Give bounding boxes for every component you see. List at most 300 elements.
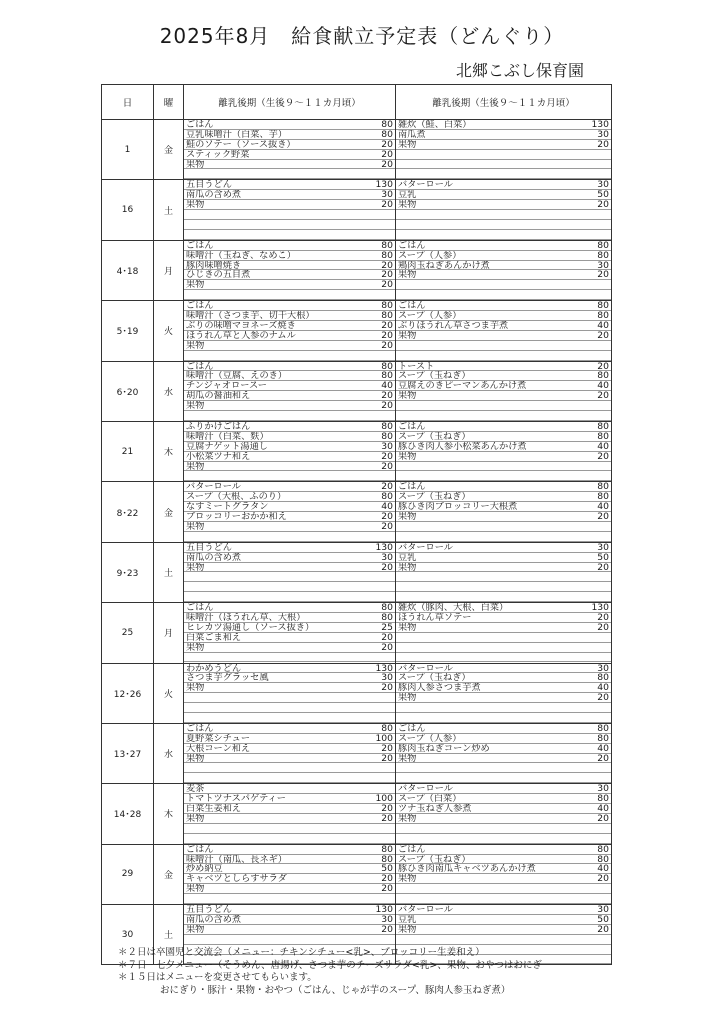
menu-item xyxy=(396,290,611,300)
menu-item xyxy=(184,664,395,674)
menu-item xyxy=(396,261,611,271)
menu-item-name: なすミートグラタン xyxy=(186,502,269,512)
menu-item xyxy=(396,130,611,140)
menu-item-name: ごはん xyxy=(186,301,214,311)
menu-item-name: スープ（玉ねぎ） xyxy=(398,492,471,502)
menu-item xyxy=(396,864,611,874)
menu-item-name: 果物 xyxy=(186,562,205,572)
menu-item-quantity: 20 xyxy=(381,260,393,271)
menu-item-quantity: 80 xyxy=(381,311,393,321)
menu-item xyxy=(396,845,611,855)
weekday-cell: 月 xyxy=(154,240,184,300)
menu-item xyxy=(184,804,395,814)
day-cell: 13･27 xyxy=(102,723,154,783)
table-row xyxy=(102,784,612,844)
snack-cell xyxy=(396,421,612,481)
menu-item-quantity: 130 xyxy=(375,905,393,915)
table-row xyxy=(102,723,612,783)
menu-item-quantity: 20 xyxy=(597,451,609,462)
menu-item-quantity: 20 xyxy=(381,401,393,412)
menu-item-quantity: 40 xyxy=(597,441,609,452)
menu-item xyxy=(396,664,611,674)
menu-item xyxy=(396,210,611,220)
menu-item xyxy=(184,391,395,401)
menu-item xyxy=(396,653,611,663)
menu-item-quantity: 20 xyxy=(597,813,609,824)
menu-item-quantity: 20 xyxy=(381,753,393,764)
menu-item-quantity: 80 xyxy=(597,844,609,855)
menu-item xyxy=(396,452,611,462)
menu-item-name: わかめうどん xyxy=(186,663,242,673)
lunch-cell xyxy=(184,240,396,300)
menu-item xyxy=(184,864,395,874)
menu-item xyxy=(184,381,395,391)
menu-item-quantity: 20 xyxy=(381,391,393,402)
menu-item-name: 果物 xyxy=(186,200,205,210)
menu-item-name: 胡瓜の醤油和え xyxy=(186,391,251,401)
menu-item-quantity: 20 xyxy=(381,804,393,814)
menu-item-quantity: 20 xyxy=(381,874,393,885)
menu-item xyxy=(184,744,395,754)
menu-item-quantity: 20 xyxy=(381,330,393,341)
menu-item-quantity: 20 xyxy=(381,813,393,824)
menu-item xyxy=(184,351,395,361)
menu-item-name: バターロール xyxy=(398,542,453,552)
menu-item xyxy=(396,713,611,723)
menu-item xyxy=(396,442,611,452)
snack-cell xyxy=(396,180,612,240)
menu-item-quantity: 80 xyxy=(597,371,609,382)
menu-item xyxy=(396,794,611,804)
menu-item xyxy=(396,482,611,492)
menu-item xyxy=(184,763,395,773)
menu-item xyxy=(184,703,395,713)
menu-item-name: 味噌汁（ほうれん草、大根） xyxy=(186,613,306,622)
menu-item-quantity: 80 xyxy=(381,250,393,261)
menu-item-name: 豚肉味噌焼き xyxy=(186,260,242,270)
menu-item xyxy=(184,925,395,935)
menu-item-quantity: 50 xyxy=(597,552,609,563)
weekday-cell: 金 xyxy=(154,844,184,904)
menu-item xyxy=(396,613,611,623)
menu-item-name: 豚ひき肉人参小松菜あんかけ煮 xyxy=(398,441,527,451)
menu-item xyxy=(184,362,395,372)
menu-item-name: 豆腐ナゲット湯通し xyxy=(186,441,268,451)
menu-item xyxy=(396,471,611,481)
day-cell: 4･18 xyxy=(102,240,154,300)
menu-item-name: スープ（白菜） xyxy=(398,794,462,804)
menu-item-quantity: 30 xyxy=(381,552,393,563)
table-row xyxy=(102,180,612,240)
menu-item-quantity: 80 xyxy=(381,361,393,372)
table-row xyxy=(102,301,612,361)
menu-item xyxy=(396,301,611,311)
menu-item xyxy=(396,120,611,130)
menu-item-quantity: 80 xyxy=(381,301,393,312)
menu-item xyxy=(184,432,395,442)
menu-item xyxy=(184,905,395,915)
menu-item xyxy=(396,935,611,945)
menu-item-quantity: 20 xyxy=(597,874,609,885)
menu-item-quantity: 30 xyxy=(381,914,393,925)
menu-item-name: バターロール xyxy=(186,482,241,492)
menu-item-name: ブロッコリーおかか和え xyxy=(186,512,287,521)
menu-item-name: さつま芋グラッセ風 xyxy=(186,673,269,683)
menu-item xyxy=(184,502,395,512)
table-row xyxy=(102,603,612,663)
menu-item xyxy=(184,341,395,351)
lunch-cell xyxy=(184,542,396,602)
menu-item xyxy=(396,543,611,553)
menu-item xyxy=(396,915,611,925)
menu-item xyxy=(396,391,611,401)
menu-item xyxy=(396,905,611,915)
menu-item xyxy=(184,462,395,472)
menu-item xyxy=(184,794,395,804)
menu-item xyxy=(184,935,395,945)
menu-item xyxy=(184,471,395,481)
menu-item xyxy=(396,270,611,280)
menu-item-name: 豚ひき肉南瓜キャベツあんかけ煮 xyxy=(398,864,536,874)
menu-item-quantity: 40 xyxy=(597,320,609,331)
menu-item xyxy=(184,331,395,341)
menu-item-quantity: 80 xyxy=(597,794,609,805)
menu-item-quantity: 20 xyxy=(597,330,609,341)
menu-item-quantity: 40 xyxy=(597,743,609,754)
menu-item xyxy=(396,532,611,542)
menu-item-quantity: 20 xyxy=(381,512,393,522)
menu-item-quantity: 20 xyxy=(381,280,393,291)
menu-item-name: バターロール xyxy=(398,905,453,914)
snack-cell xyxy=(396,663,612,723)
menu-item-name: ごはん xyxy=(398,844,426,854)
weekday-cell: 金 xyxy=(154,120,184,180)
menu-item-quantity: 40 xyxy=(597,381,609,392)
menu-item-name: 五目うどん xyxy=(186,542,232,552)
menu-item-name: 五目うどん xyxy=(186,905,232,914)
menu-item-name: 豆乳 xyxy=(398,914,417,924)
menu-item xyxy=(396,321,611,331)
menu-item xyxy=(396,855,611,865)
menu-item xyxy=(184,290,395,300)
menu-item-name: 果物 xyxy=(398,270,417,280)
menu-item-name: ぶりほうれん草さつま芋煮 xyxy=(398,320,509,330)
note-line: ＊１５日はメニューを変更させてもらいます。 xyxy=(118,972,317,983)
menu-item-quantity xyxy=(390,784,393,793)
menu-item xyxy=(396,804,611,814)
menu-item-quantity: 80 xyxy=(597,492,609,503)
menu-item-quantity: 40 xyxy=(381,381,393,392)
day-cell: 30 xyxy=(102,905,154,965)
weekday-cell: 金 xyxy=(154,482,184,542)
menu-item-quantity: 30 xyxy=(597,784,609,795)
menu-item xyxy=(396,200,611,210)
menu-item xyxy=(396,341,611,351)
menu-item-name: ごはん xyxy=(398,482,426,492)
menu-item-quantity: 25 xyxy=(381,622,393,633)
menu-item xyxy=(184,251,395,261)
menu-item-quantity: 80 xyxy=(381,421,393,432)
menu-item xyxy=(396,522,611,532)
menu-item xyxy=(184,754,395,764)
menu-item-name: バターロール xyxy=(398,784,453,794)
menu-item xyxy=(184,140,395,150)
menu-item-quantity: 40 xyxy=(381,502,393,513)
menu-table-body xyxy=(102,120,612,965)
menu-item-name: キャベツとしらすサラダ xyxy=(186,874,287,884)
day-cell: 21 xyxy=(102,421,154,481)
menu-item-quantity: 50 xyxy=(381,864,393,875)
note-line: おにぎり・豚汁・果物・おやつ（ごはん、じゃが芋のスープ、豚肉人参玉ねぎ煮） xyxy=(160,984,511,996)
lunch-cell xyxy=(184,361,396,421)
menu-item xyxy=(184,855,395,865)
menu-item xyxy=(396,401,611,411)
menu-item-name: 果物 xyxy=(398,562,417,572)
menu-item-name: 豆腐えのきピーマンあんかけ煮 xyxy=(398,381,527,391)
menu-item xyxy=(396,874,611,884)
menu-item-quantity: 80 xyxy=(381,492,393,503)
menu-item-quantity: 80 xyxy=(597,311,609,321)
menu-item-name: 南瓜の含め煮 xyxy=(186,190,242,200)
menu-item xyxy=(184,884,395,894)
menu-item-name: トースト xyxy=(398,361,435,371)
snack-cell xyxy=(396,120,612,180)
menu-item-name: チンジャオロースー xyxy=(186,381,267,391)
menu-item xyxy=(184,200,395,210)
menu-item xyxy=(184,693,395,703)
menu-item-quantity: 20 xyxy=(597,753,609,764)
menu-item xyxy=(184,915,395,925)
lunch-cell xyxy=(184,301,396,361)
menu-item-quantity: 80 xyxy=(381,844,393,855)
table-row xyxy=(102,240,612,300)
menu-item-name: スープ（大根、ふのり） xyxy=(186,492,287,502)
menu-item-name: ごはん xyxy=(398,240,426,250)
menu-item-name: 果物 xyxy=(398,330,417,340)
day-cell: 5･19 xyxy=(102,301,154,361)
menu-item-name: 果物 xyxy=(398,924,417,934)
menu-item-name: スティック野菜 xyxy=(186,149,250,159)
menu-item xyxy=(184,311,395,321)
menu-item-quantity: 80 xyxy=(597,854,609,865)
menu-item xyxy=(396,362,611,372)
menu-item-quantity: 20 xyxy=(381,743,393,754)
menu-item-name: 白菜ごま和え xyxy=(186,632,242,642)
menu-item-quantity: 20 xyxy=(381,159,393,170)
menu-item xyxy=(184,734,395,744)
menu-item-name: ごはん xyxy=(186,603,214,613)
menu-item-quantity: 130 xyxy=(375,663,393,674)
menu-item xyxy=(396,572,611,582)
menu-item-name: ごはん xyxy=(186,120,214,129)
menu-item xyxy=(396,331,611,341)
menu-item xyxy=(184,643,395,653)
menu-item xyxy=(184,150,395,160)
menu-item-quantity: 80 xyxy=(381,723,393,734)
menu-item-quantity: 20 xyxy=(597,391,609,402)
menu-item xyxy=(396,603,611,613)
menu-item-quantity: 80 xyxy=(381,854,393,865)
menu-item-name: バターロール xyxy=(398,180,453,190)
menu-item-name: 果物 xyxy=(398,813,417,823)
menu-item-quantity: 20 xyxy=(381,482,393,493)
lunch-cell xyxy=(184,421,396,481)
menu-item-quantity: 30 xyxy=(597,905,609,915)
menu-item xyxy=(396,502,611,512)
menu-item xyxy=(184,683,395,693)
menu-item xyxy=(396,180,611,190)
menu-item xyxy=(396,784,611,794)
day-cell: 16 xyxy=(102,180,154,240)
weekday-cell: 木 xyxy=(154,421,184,481)
menu-item-name: ごはん xyxy=(186,844,214,854)
menu-item xyxy=(184,130,395,140)
menu-item-quantity: 130 xyxy=(591,603,609,614)
menu-item xyxy=(396,623,611,633)
menu-item xyxy=(184,301,395,311)
snack-cell xyxy=(396,361,612,421)
lunch-cell xyxy=(184,784,396,844)
menu-item xyxy=(396,351,611,361)
menu-item xyxy=(396,724,611,734)
lunch-cell xyxy=(184,663,396,723)
menu-item xyxy=(396,140,611,150)
menu-item-quantity: 80 xyxy=(597,240,609,251)
snack-cell xyxy=(396,542,612,602)
menu-item xyxy=(184,543,395,553)
menu-item-quantity: 20 xyxy=(381,632,393,643)
menu-item-quantity: 80 xyxy=(381,613,393,623)
menu-item-name: スープ（人参） xyxy=(398,311,462,320)
menu-item-name: ごはん xyxy=(398,723,426,733)
weekday-cell: 土 xyxy=(154,542,184,602)
menu-item-quantity: 20 xyxy=(597,693,609,704)
lunch-cell xyxy=(184,120,396,180)
day-cell: 29 xyxy=(102,844,154,904)
menu-item-name: 鶏肉玉ねぎあんかけ煮 xyxy=(398,260,490,270)
menu-item xyxy=(396,371,611,381)
menu-item xyxy=(396,492,611,502)
menu-item xyxy=(396,512,611,522)
menu-item-name: 味噌汁（白菜、麩） xyxy=(186,431,269,441)
menu-item xyxy=(184,824,395,834)
menu-item xyxy=(396,925,611,935)
lunch-cell xyxy=(184,180,396,240)
menu-item xyxy=(184,160,395,170)
weekday-cell: 土 xyxy=(154,180,184,240)
menu-item-name: 果物 xyxy=(186,642,205,652)
menu-item xyxy=(184,452,395,462)
menu-item xyxy=(184,210,395,220)
menu-item-name: 果物 xyxy=(398,200,417,210)
menu-item xyxy=(184,603,395,613)
menu-item xyxy=(396,553,611,563)
header-snack: 離乳後期（生後９～１１カ月頃） xyxy=(396,85,612,120)
menu-item-quantity: 20 xyxy=(597,361,609,372)
menu-item-name: 麦茶 xyxy=(186,784,205,794)
menu-item-quantity: 20 xyxy=(381,451,393,462)
menu-item-quantity: 80 xyxy=(381,240,393,251)
menu-item-name: 味噌汁（さつま芋、切干大根） xyxy=(186,311,315,320)
menu-item xyxy=(184,522,395,532)
menu-item xyxy=(184,261,395,271)
menu-item-quantity: 20 xyxy=(381,924,393,935)
menu-item-quantity: 40 xyxy=(597,502,609,513)
menu-item-quantity: 30 xyxy=(381,441,393,452)
menu-item-name: 雑炊（豚肉、大根、白菜） xyxy=(398,603,509,613)
menu-item-name: ごはん xyxy=(186,361,214,371)
menu-item xyxy=(396,563,611,573)
snack-cell xyxy=(396,240,612,300)
menu-item xyxy=(396,884,611,894)
menu-item-name: 果物 xyxy=(398,391,417,401)
organization-name: 北郷こぶし保育園 xyxy=(455,61,584,80)
menu-item xyxy=(396,241,611,251)
menu-item-quantity: 80 xyxy=(597,673,609,684)
menu-item xyxy=(184,773,395,783)
menu-item xyxy=(396,683,611,693)
menu-item-quantity: 20 xyxy=(597,270,609,281)
menu-item xyxy=(396,230,611,240)
menu-item-name: 味噌汁（南瓜、長ネギ） xyxy=(186,854,288,864)
menu-item xyxy=(184,422,395,432)
menu-item xyxy=(396,633,611,643)
note-line: ＊２日は卒園児と交流会（メニュー：チキンシチュー<乳>、ブロッコリー生姜和え） xyxy=(118,947,485,958)
menu-item-name: 南瓜の含め煮 xyxy=(186,552,242,562)
header-dow: 曜 xyxy=(154,85,184,120)
menu-item-quantity: 20 xyxy=(381,149,393,160)
menu-item xyxy=(396,673,611,683)
table-row xyxy=(102,482,612,542)
menu-item xyxy=(396,190,611,200)
menu-item-quantity: 50 xyxy=(597,914,609,925)
menu-item xyxy=(184,411,395,421)
weekday-cell: 木 xyxy=(154,784,184,844)
menu-item-quantity: 20 xyxy=(597,200,609,211)
menu-item-name: 果物 xyxy=(186,813,205,823)
menu-item xyxy=(184,724,395,734)
menu-item-name: 豆乳 xyxy=(398,552,417,562)
menu-item-name: 果物 xyxy=(398,753,417,763)
snack-cell xyxy=(396,844,612,904)
menu-item xyxy=(184,230,395,240)
menu-item-quantity: 20 xyxy=(381,139,393,150)
menu-item xyxy=(184,241,395,251)
menu-item-name: スープ（玉ねぎ） xyxy=(398,371,471,381)
menu-item xyxy=(396,462,611,472)
menu-table xyxy=(101,84,612,965)
day-cell: 9･23 xyxy=(102,542,154,602)
menu-item-quantity: 20 xyxy=(381,683,393,694)
lunch-cell xyxy=(184,844,396,904)
menu-item-quantity: 20 xyxy=(597,562,609,573)
menu-item-name: ほうれん草ソテー xyxy=(398,613,472,622)
menu-item xyxy=(396,754,611,764)
menu-item xyxy=(184,563,395,573)
notes xyxy=(118,947,542,997)
snack-cell xyxy=(396,482,612,542)
table-row xyxy=(102,542,612,602)
table-row xyxy=(102,120,612,180)
menu-item xyxy=(396,169,611,179)
menu-item-quantity: 20 xyxy=(597,512,609,522)
menu-item-quantity: 20 xyxy=(381,884,393,895)
menu-item-name: 果物 xyxy=(186,683,205,693)
menu-item xyxy=(396,280,611,290)
menu-item-name: ヒレカツ湯通し（ソース抜き） xyxy=(186,622,315,632)
menu-item xyxy=(184,653,395,663)
menu-item-name: 豚肉人参さつま芋煮 xyxy=(398,683,481,693)
